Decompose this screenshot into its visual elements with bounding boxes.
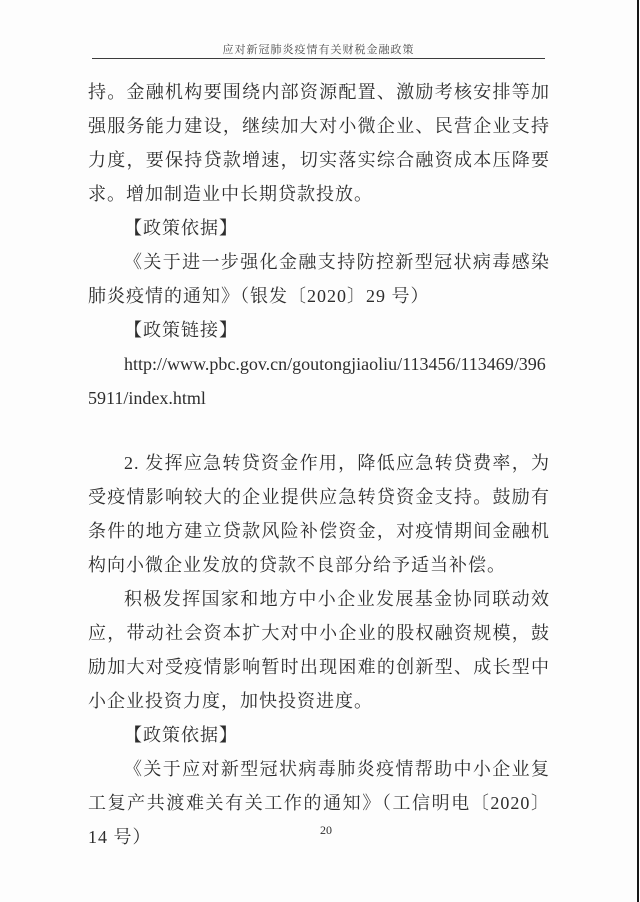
body-paragraph-continuation: 持。金融机构要围绕内部资源配置、激励考核安排等加强服务能力建设，继续加大对小微企业、民营企业支持力度，要保持贷款增速，切实落实综合融资成本压降要求。增加制造业中长期贷款投放。 [88,82,550,204]
policy-reference-document: 《关于进一步强化金融支持防控新型冠状病毒感染肺炎疫情的通知》（银发〔2020〕29 号） [88,252,550,306]
body-paragraph-item-2: 2. 发挥应急转贷资金作用，降低应急转贷费率，为受疫情影响较大的企业提供应急转贷资金支持。鼓励有条件的地方建立贷款风险补偿资金，对疫情期间金融机构向小微企业发放的贷款不良部分给予适当补偿。 [88,453,550,575]
policy-link-label: 【政策链接】 [124,320,238,340]
page-number: 20 [320,823,332,837]
section-gap [88,415,550,446]
body-paragraph-funds: 积极发挥国家和地方中小企业发展基金协同联动效应，带动社会资本扩大对中小企业的股权融资规模，鼓励加大对受疫情影响暂时出现困难的创新型、成长型中小企业投资力度，加快投资进度。 [88,589,550,711]
policy-reference-document-2: 《关于应对新型冠状病毒肺炎疫情帮助中小企业复工复产共渡难关有关工作的通知》（工信明电〔2020〕14 号） [88,759,550,847]
header-rule [92,58,545,59]
scan-edge-line [637,0,639,902]
running-header-title: 应对新冠肺炎疫情有关财税金融政策 [222,44,415,56]
policy-basis-label-2: 【政策依据】 [124,725,238,745]
page-body [88,75,550,854]
policy-basis-label: 【政策依据】 [124,218,238,238]
policy-url: http://www.pbc.gov.cn/goutongjiaoliu/113456/113469/3965911/index.html [88,354,546,408]
